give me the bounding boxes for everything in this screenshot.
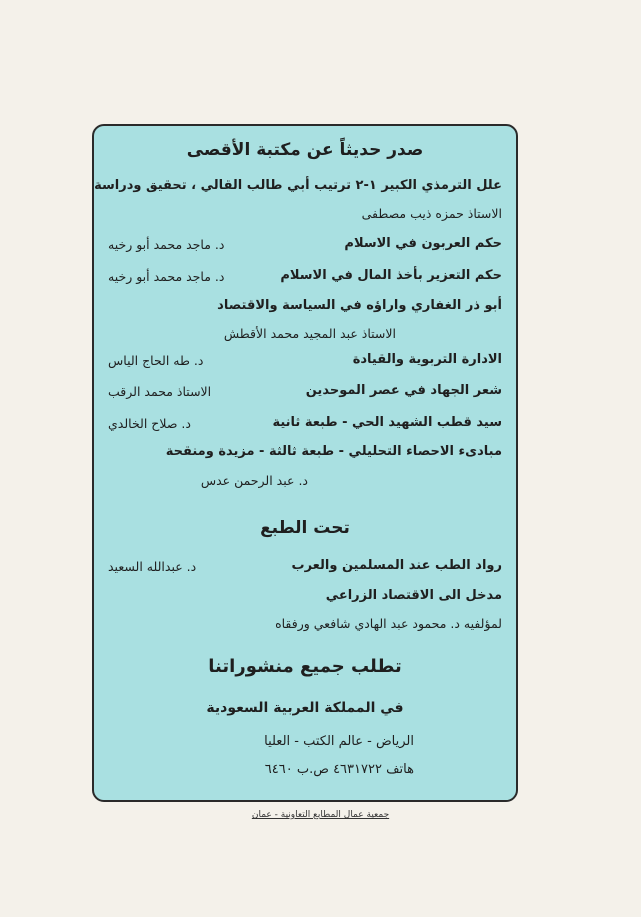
in-press-author-1: د. عبدالله السعيد — [108, 559, 197, 574]
printer-credit: جمعية عمال المطابع التعاونية - عمان — [251, 810, 390, 820]
book-author-4: الاستاذ عبد المجيد محمد الأقطش — [223, 326, 396, 341]
book-title-8: مبادىء الاحصاء التحليلي - طبعة ثالثة - مزيدة ومنقحة — [165, 444, 502, 459]
book-title-2: حكم العربون في الاسلام — [344, 236, 502, 251]
book-author-1: الاستاذ حمزه ذيب مصطفى — [361, 206, 502, 221]
order-header: تطلب جميع منشوراتنا — [208, 656, 402, 677]
book-title-1: علل الترمذي الكبير ١-٢ ترتيب أبي طالب القالي ، تحقيق ودراسة — [94, 178, 502, 193]
book-title-5: الادارة التربوية والقيادة — [352, 352, 502, 367]
in-press-header: تحت الطبع — [260, 518, 350, 538]
book-title-3: حكم التعزير بأخذ المال في الاسلام — [280, 268, 502, 283]
panel-header: صدر حديثاً عن مكتبة الأقصى — [186, 140, 424, 160]
in-press-author-2: لمؤلفيه د. محمود عبد الهادي شافعي ورفقاه — [275, 616, 502, 631]
book-title-7: سيد قطب الشهيد الحي - طبعة ثانية — [272, 415, 502, 430]
phone-line: هاتف ٤٦٣١٧٢٢ ص.ب ٦٤٦٠ — [264, 762, 414, 777]
book-title-4: أبو ذر الغفاري واراؤه في السياسة والاقتصاد — [217, 298, 502, 313]
in-press-title-1: رواد الطب عند المسلمين والعرب — [291, 558, 502, 573]
book-author-5: د. طه الحاج الياس — [108, 353, 204, 368]
book-author-8: د. عبد الرحمن عدس — [200, 473, 308, 488]
book-title-6: شعر الجهاد في عصر الموحدين — [305, 383, 502, 398]
publications-panel — [92, 124, 518, 802]
book-author-6: الاستاذ محمد الرقب — [108, 384, 212, 399]
country-line: في المملكة العربية السعودية — [206, 700, 404, 716]
book-author-7: د. صلاح الخالدي — [108, 416, 191, 431]
address-line: الرياض - عالم الكتب - العليا — [264, 734, 414, 749]
book-author-3: د. ماجد محمد أبو رخيه — [108, 269, 225, 284]
in-press-title-2: مدخل الى الاقتصاد الزراعي — [325, 588, 502, 603]
book-author-2: د. ماجد محمد أبو رخيه — [108, 237, 225, 252]
